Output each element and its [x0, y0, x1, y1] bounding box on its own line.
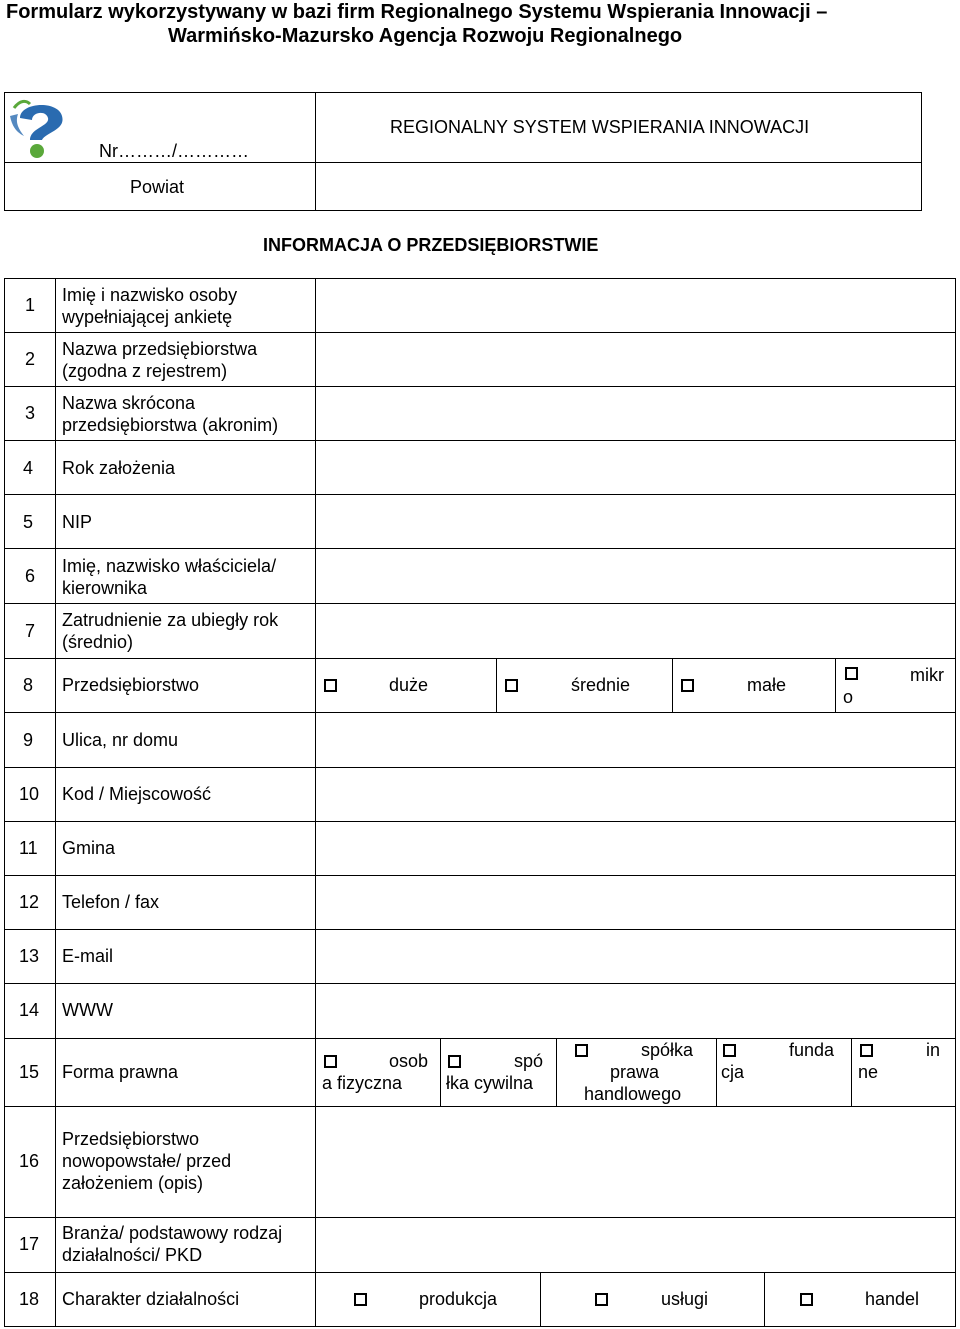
option-mikro-label: mikr	[910, 665, 944, 685]
row-number: 11	[19, 838, 38, 858]
input-akronim[interactable]	[316, 387, 955, 440]
checkbox-inne[interactable]	[860, 1044, 873, 1057]
row-label: (średnio)	[62, 632, 134, 652]
input-nip[interactable]	[316, 495, 955, 548]
checkbox-duze[interactable]	[324, 679, 337, 692]
row-number: 15	[19, 1062, 40, 1082]
row-label: NIP	[62, 512, 93, 532]
input-telefon-fax[interactable]	[316, 876, 955, 929]
option-spolka-handlowa-label: spółka	[641, 1040, 694, 1060]
checkbox-fundacja[interactable]	[723, 1044, 736, 1057]
input-opis-przedsiebiorstwa[interactable]	[316, 1107, 955, 1217]
row-label: Kod / Miejscowość	[62, 784, 212, 804]
option-spolka-cywilna-label-cont: łka cywilna	[446, 1073, 534, 1093]
input-rok-zalozenia[interactable]	[316, 441, 955, 494]
row-label: Ulica, nr domu	[62, 730, 179, 750]
option-uslugi-label: usługi	[661, 1289, 709, 1309]
section-title: INFORMACJA O PRZEDSIĘBIORSTWIE	[263, 235, 599, 255]
checkbox-male[interactable]	[681, 679, 694, 692]
row-label: Zatrudnienie za ubiegły rok	[62, 610, 279, 630]
row-label: Imię i nazwisko osoby	[62, 285, 238, 305]
row-label: WWW	[62, 1000, 113, 1020]
row-number: 6	[24, 566, 35, 586]
option-inne-label-cont: ne	[858, 1062, 879, 1082]
row-number: 1	[24, 295, 35, 315]
input-zatrudnienie[interactable]	[316, 604, 955, 658]
row-number: 18	[19, 1289, 40, 1309]
input-nazwa-przedsiebiorstwa[interactable]	[316, 333, 955, 386]
logo-icon	[6, 96, 72, 160]
checkbox-osoba-fizyczna[interactable]	[324, 1055, 337, 1068]
powiat-label: Powiat	[130, 177, 185, 197]
option-osoba-label: osob	[389, 1051, 429, 1071]
row-label: (zgodna z rejestrem)	[62, 361, 228, 381]
input-wlasciciel[interactable]	[316, 549, 955, 603]
row-number: 3	[24, 403, 35, 423]
row-number: 2	[24, 349, 35, 369]
option-srednie-label: średnie	[571, 675, 631, 695]
row-label: działalności/ PKD	[62, 1245, 203, 1265]
row-number: 16	[19, 1151, 40, 1171]
system-title: REGIONALNY SYSTEM WSPIERANIA INNOWACJI	[390, 117, 810, 137]
row-label: kierownika	[62, 578, 148, 598]
option-duze-label: duże	[389, 675, 429, 695]
input-www[interactable]	[316, 984, 955, 1038]
option-fundacja-label-cont: cja	[721, 1062, 745, 1082]
row-label: Przedsiębiorstwo	[62, 1129, 200, 1149]
option-fundacja-label: funda	[789, 1040, 835, 1060]
row-number: 13	[19, 946, 40, 966]
option-handel-label: handel	[865, 1289, 920, 1309]
row-label: E-mail	[62, 946, 114, 966]
row-number: 9	[23, 730, 34, 750]
option-osoba-label-cont: a fizyczna	[322, 1073, 403, 1093]
row-label: nowopowstałe/ przed	[62, 1151, 232, 1171]
option-spolka-handlowa-label-cont: prawa	[610, 1062, 660, 1082]
row-number: 10	[19, 784, 40, 804]
checkbox-spolka-handlowa[interactable]	[575, 1044, 588, 1057]
checkbox-produkcja[interactable]	[354, 1293, 367, 1306]
row-label: Forma prawna	[62, 1062, 179, 1082]
row-number: 17	[19, 1234, 40, 1254]
row-label: Branża/ podstawowy rodzaj	[62, 1223, 283, 1243]
registration-number-label: Nr………/…………	[99, 141, 249, 161]
row-label: założeniem (opis)	[62, 1173, 204, 1193]
option-spolka-cywilna-label: spó	[514, 1051, 544, 1071]
row-number: 5	[23, 512, 34, 532]
checkbox-spolka-cywilna[interactable]	[448, 1055, 461, 1068]
row-label: Imię, nazwisko właściciela/	[62, 556, 277, 576]
input-ulica[interactable]	[316, 713, 955, 767]
row-label: Nazwa skrócona	[62, 393, 196, 413]
row-number: 8	[23, 675, 34, 695]
row-label: Charakter działalności	[62, 1289, 240, 1309]
row-label: Rok założenia	[62, 458, 176, 478]
row-label: wypełniającej ankietę	[62, 307, 233, 327]
row-number: 14	[19, 1000, 40, 1020]
row-number: 7	[24, 621, 35, 641]
row-label: przedsiębiorstwa (akronim)	[62, 415, 279, 435]
option-mikro-label-cont: o	[843, 687, 854, 707]
title-line-1: Formularz wykorzystywany w bazi firm Regionalnego Systemu Wspierania Innowacji –	[6, 1, 828, 23]
option-male-label: małe	[747, 675, 787, 695]
input-branza-pkd[interactable]	[316, 1218, 955, 1272]
row-label: Telefon / fax	[62, 892, 160, 912]
checkbox-mikro[interactable]	[845, 667, 858, 680]
row-number: 4	[23, 458, 34, 478]
input-email[interactable]	[316, 930, 955, 983]
checkbox-srednie[interactable]	[505, 679, 518, 692]
row-number: 12	[19, 892, 40, 912]
checkbox-handel[interactable]	[800, 1293, 813, 1306]
input-osoba-wypelniajaca[interactable]	[316, 279, 955, 332]
input-gmina[interactable]	[316, 822, 955, 875]
row-label: Gmina	[62, 838, 116, 858]
option-spolka-handlowa-label-cont: handlowego	[584, 1084, 682, 1104]
input-kod-miejscowosc[interactable]	[316, 768, 955, 821]
option-produkcja-label: produkcja	[419, 1289, 498, 1309]
row-label: Przedsiębiorstwo	[62, 675, 200, 695]
title-line-2: Warmińsko-Mazursko Agencja Rozwoju Regionalnego	[168, 25, 683, 47]
option-inne-label: in	[926, 1040, 941, 1060]
checkbox-uslugi[interactable]	[595, 1293, 608, 1306]
row-label: Nazwa przedsiębiorstwa	[62, 339, 258, 359]
